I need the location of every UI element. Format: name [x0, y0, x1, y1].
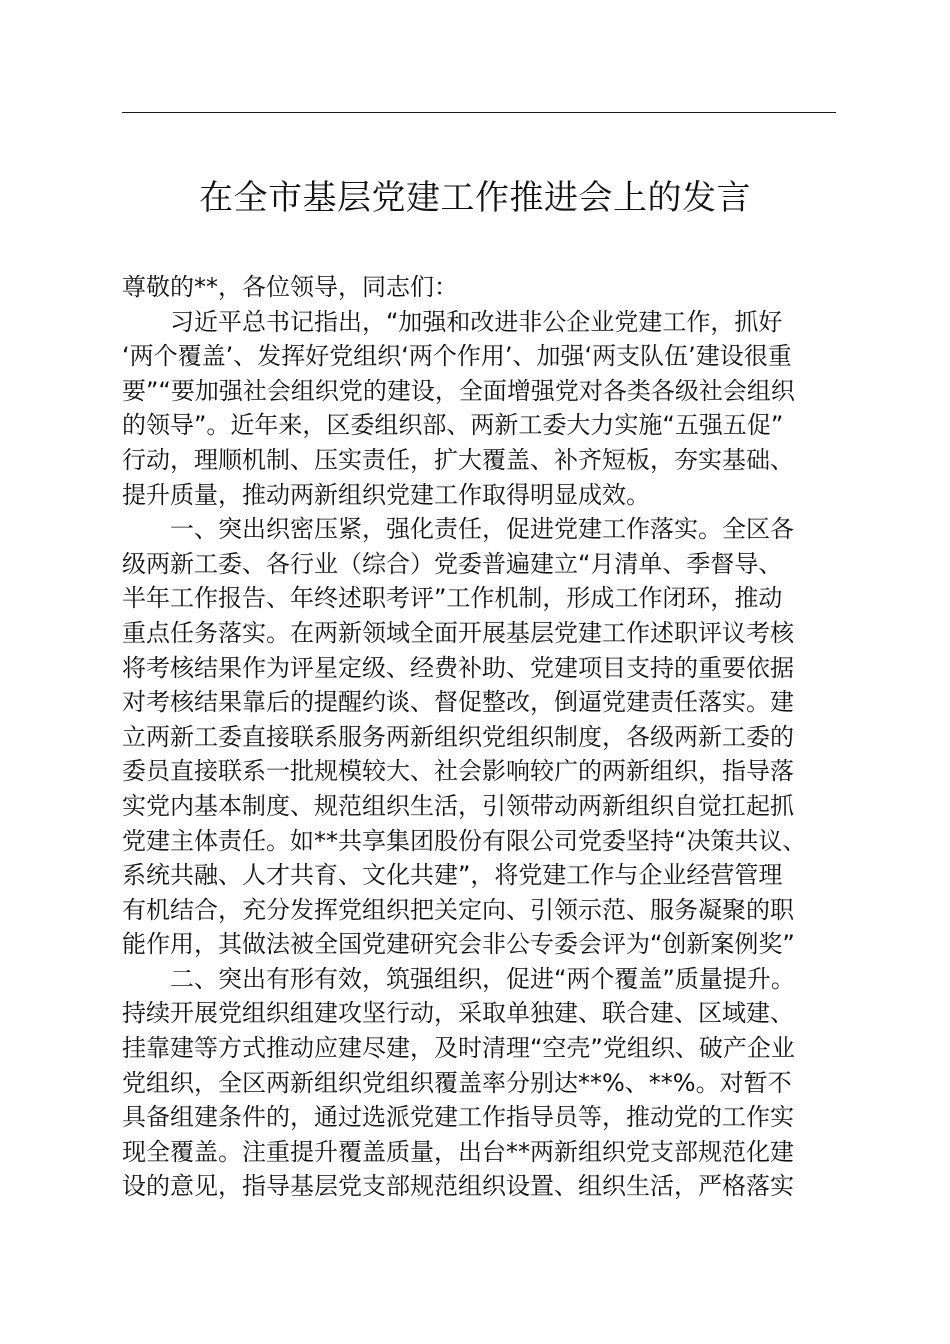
body-text-line: 对考核结果靠后的提醒约谈、督促整改，倒逼党建责任落实。建 [122, 688, 794, 717]
body-text-line: 习近平总书记指出，“加强和改进非公企业党建工作，抓好 [170, 307, 783, 336]
body-text-line: 党建主体责任。如**共享集团股份有限公司党委坚持“决策共议、 [122, 826, 807, 855]
body-text-line: 党组织，全区两新组织党组织覆盖率分别达**%、**%。对暂不 [122, 1068, 792, 1097]
body-text-line: 二、突出有形有效，筑强组织，促进“两个覆盖”质量提升。 [170, 964, 795, 993]
body-text-line: 委员直接联系一批规模较大、社会影响较广的两新组织，指导落 [122, 757, 794, 786]
body-text-line: 级两新工委、各行业（综合）党委普遍建立“月清单、季督导、 [122, 549, 783, 578]
body-text-line: 挂靠建等方式推动应建尽建，及时清理“空壳”党组织、破产企业 [122, 1034, 795, 1063]
body-text-line: ‘两个覆盖’、发挥好党组织‘两个作用’、加强‘两支队伍’建设很重 [122, 342, 792, 371]
body-text-line: 提升质量，推动两新组织党建工作取得明显成效。 [122, 480, 650, 509]
salutation-line: 尊敬的**，各位领导，同志们： [122, 273, 458, 301]
body-text-line: 现全覆盖。注重提升覆盖质量，出台**两新组织党支部规范化建 [122, 1137, 794, 1166]
body-text-line: 一、突出织密压紧，强化责任，促进党建工作落实。全区各 [170, 515, 794, 544]
body-text-line: 持续开展党组织组建攻坚行动，采取单独建、联合建、区域建、 [122, 999, 794, 1028]
body-text-line: 要”“要加强社会组织党的建设，全面增强党对各类各级社会组织 [122, 376, 795, 405]
document-title: 在全市基层党建工作推进会上的发言 [199, 178, 751, 218]
body-text-line: 立两新工委直接联系服务两新组织党组织制度，各级两新工委的 [122, 722, 794, 751]
body-text-line: 重点任务落实。在两新领域全面开展基层党建工作述职评议考核 [122, 618, 794, 647]
body-text-line: 设的意见，指导基层党支部规范组织设置、组织生活，严格落实 [122, 1172, 794, 1201]
body-text-line: 行动，理顺机制、压实责任，扩大覆盖、补齐短板，夯实基础、 [122, 445, 794, 474]
header-rule [122, 112, 836, 113]
document-body [122, 270, 842, 1204]
body-text-line: 实党内基本制度、规范组织生活，引领带动两新组织自觉扛起抓 [122, 791, 794, 820]
body-text-line: 能作用，其做法被全国党建研究会非公专委会评为“创新案例奖” [122, 930, 795, 959]
body-text-line: 系统共融、人才共育、文化共建”，将党建工作与企业经营管理 [122, 861, 783, 890]
body-text-line: 半年工作报告、年终述职考评”工作机制，形成工作闭环，推动 [122, 584, 783, 613]
body-text-line: 将考核结果作为评星定级、经费补助、党建项目支持的重要依据 [122, 653, 794, 682]
body-text-line: 有机结合，充分发挥党组织把关定向、引领示范、服务凝聚的职 [122, 895, 794, 924]
body-text-line: 具备组建条件的，通过选派党建工作指导员等，推动党的工作实 [122, 1103, 794, 1132]
body-text-line: 的领导”。近年来，区委组织部、两新工委大力实施“五强五促” [122, 411, 784, 440]
